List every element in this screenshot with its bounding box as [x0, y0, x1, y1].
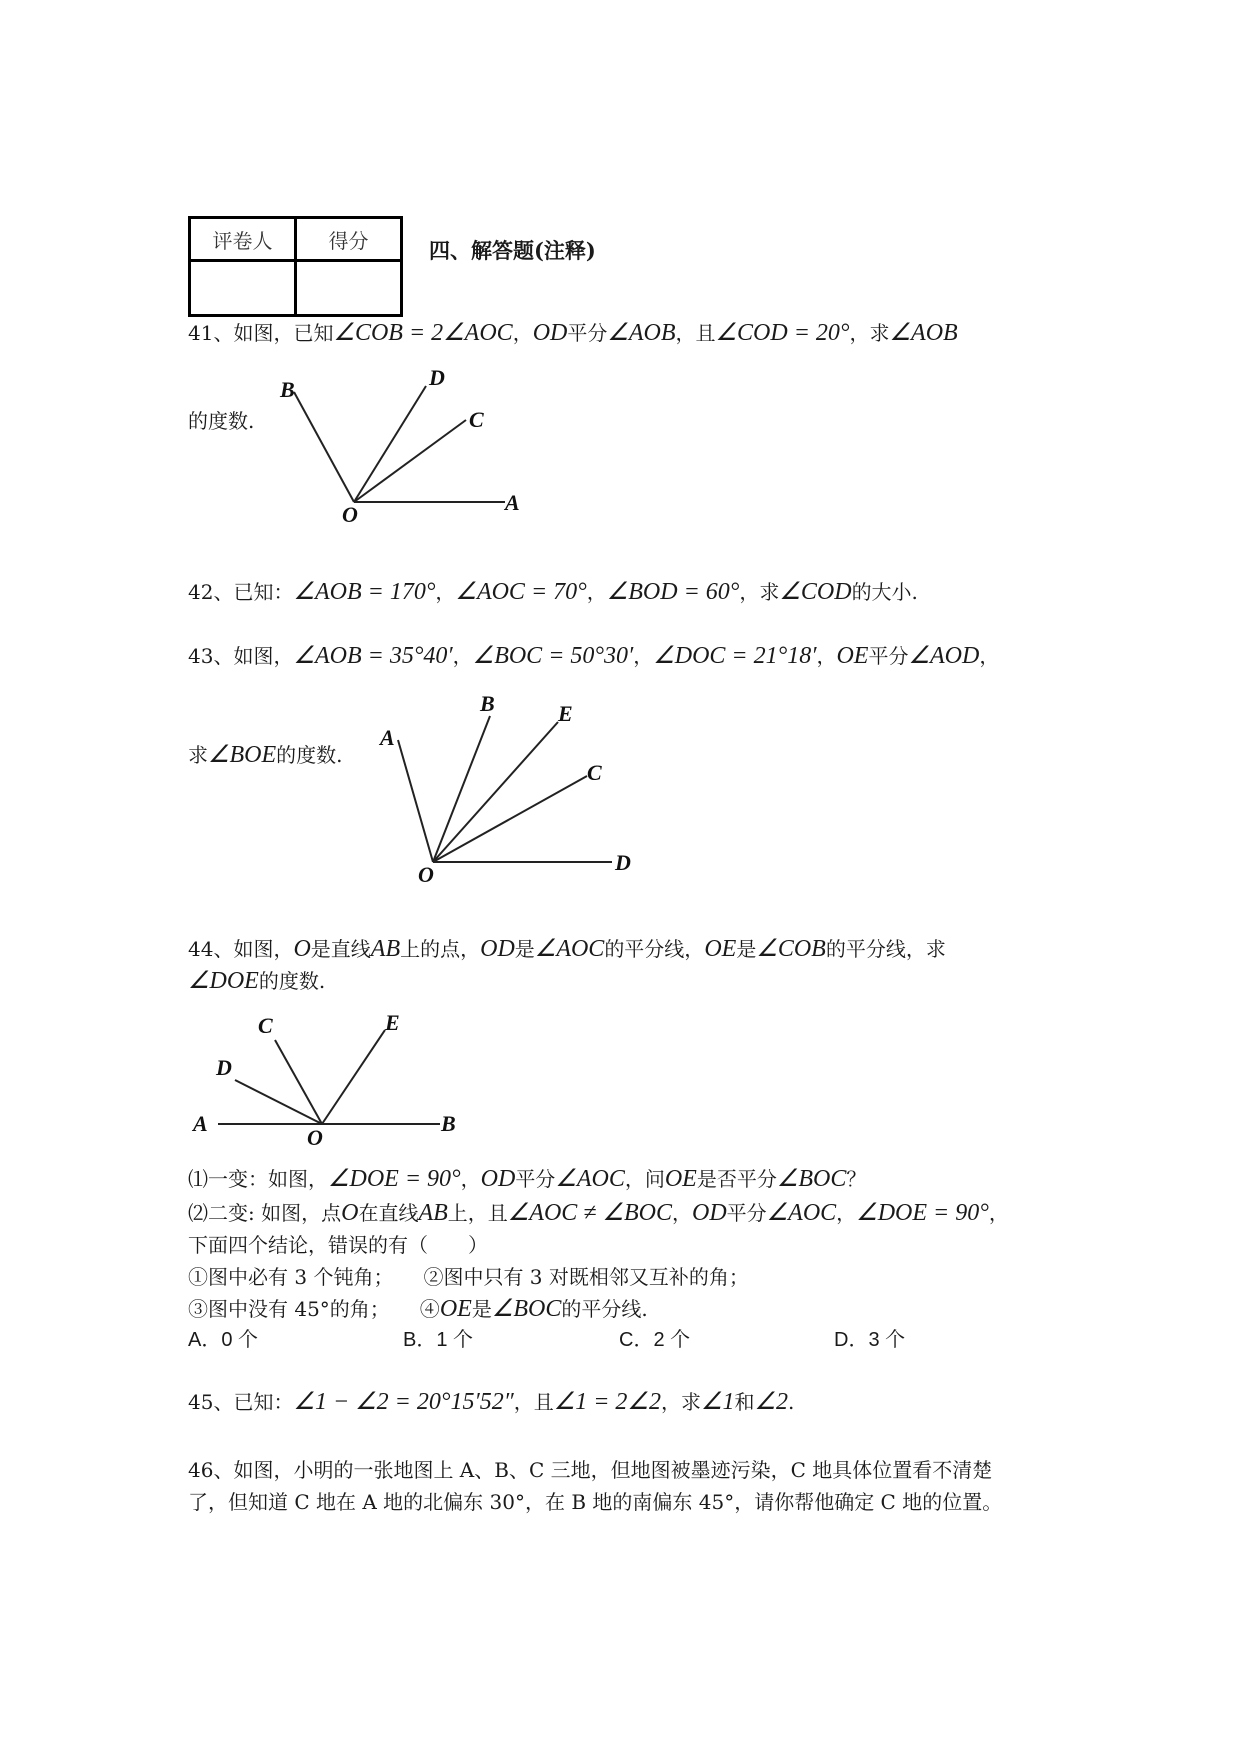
q45-text: ，且	[513, 1390, 554, 1414]
q42-text: 42、已知：	[188, 580, 294, 604]
math: OE	[836, 643, 869, 669]
math: ∠BOC	[491, 1296, 562, 1322]
math: ∠AOC ≠ ∠BOC	[507, 1200, 672, 1226]
q43-text: 的度数.	[276, 743, 343, 767]
grader-cell[interactable]	[190, 261, 296, 316]
q43-text: ，	[979, 644, 1000, 668]
math: ∠1	[700, 1389, 735, 1415]
math: ∠AOB	[889, 320, 958, 346]
q41-text: ，	[512, 321, 533, 345]
q41-figure	[270, 360, 530, 530]
choice-b[interactable]: B．1 个	[403, 1329, 474, 1351]
q41-text: ，且	[675, 321, 716, 345]
q44-text: ，	[671, 1201, 692, 1225]
math: OD	[532, 320, 568, 346]
q42-text: ，	[586, 580, 607, 604]
q43-text: ，	[816, 644, 837, 668]
ray-OC	[433, 776, 587, 862]
q41-text: 41、如图，已知	[188, 321, 334, 345]
ray-OE	[322, 1030, 385, 1124]
label-C: C	[258, 1013, 273, 1038]
q44-text: ，问	[624, 1167, 665, 1191]
q44-variant1	[188, 1164, 866, 1194]
q43-text: 求	[188, 743, 208, 767]
q44-statement1: ①图中必有 3 个钝角； ②图中只有 3 对既相邻又互补的角；	[188, 1265, 749, 1289]
label-B: B	[280, 377, 295, 402]
math: ∠1 − ∠2 = 20°15′52″	[293, 1389, 514, 1415]
math: O	[293, 936, 311, 962]
q44-text: 44、如图，	[188, 937, 294, 961]
q44-text: 是直线	[310, 937, 371, 961]
score-label: 得分	[296, 218, 402, 261]
label-D: D	[429, 365, 445, 390]
q44-text: ，	[460, 1167, 481, 1191]
ray-OB	[294, 392, 354, 502]
math: ∠AOB = 170°	[293, 579, 436, 605]
math: ∠AOB = 35°40′	[293, 643, 453, 669]
math: OD	[480, 936, 515, 962]
q43-line2	[188, 740, 343, 770]
q41-line1	[188, 318, 958, 348]
q43-text: 43、如图，	[188, 644, 294, 668]
q44-text: ？	[846, 1167, 867, 1191]
math: ∠BOC = 50°30′	[472, 643, 634, 669]
ray-OD	[354, 386, 426, 502]
math: ∠AOC = 70°	[455, 579, 587, 605]
choice-c[interactable]: C．2 个	[619, 1329, 691, 1351]
label-C: C	[587, 760, 602, 785]
q44-text: 平分	[726, 1201, 767, 1225]
q46-line1: 46、如图，小明的一张地图上 A、B、C 三地，但地图被墨迹污染，C 地具体位置看不清楚	[188, 1458, 993, 1482]
math: ∠BOD = 60°	[606, 579, 740, 605]
math: ∠COB	[756, 936, 826, 962]
q42-text: ，求	[739, 580, 780, 604]
math: ∠COD	[779, 579, 852, 605]
q43-text: ，	[452, 644, 473, 668]
math: ∠AOB	[607, 320, 676, 346]
q42-text: ，	[435, 580, 456, 604]
label-E: E	[385, 1010, 400, 1035]
label-C: C	[469, 407, 484, 432]
ray-OA	[398, 740, 433, 862]
label-D: D	[216, 1055, 232, 1080]
q44-variant3: 下面四个结论，错误的有（ ）	[188, 1233, 488, 1257]
math: O	[341, 1200, 359, 1226]
q44-text: 的平分线，	[604, 937, 705, 961]
q45-text: ，求	[660, 1390, 701, 1414]
math: ∠COD = 20°	[715, 320, 850, 346]
math: ∠BOC	[776, 1166, 847, 1192]
choice-a[interactable]: A．0 个	[188, 1329, 259, 1351]
ray-OB	[433, 716, 490, 862]
score-cell[interactable]	[296, 261, 402, 316]
q43-text: 平分	[868, 644, 909, 668]
label-B: B	[480, 691, 495, 716]
q44-statement2	[188, 1294, 648, 1324]
ray-OE	[433, 722, 558, 862]
math: ∠COB = 2∠AOC	[333, 320, 513, 346]
q46-line2: 了，但知道 C 地在 A 地的北偏东 30°，在 B 地的南偏东 45°，请你帮他确定 C 地的位置。	[188, 1490, 1003, 1514]
math: ∠DOE = 90°	[328, 1166, 461, 1192]
q44-figure	[185, 1005, 475, 1165]
q42-text: 的大小.	[851, 580, 918, 604]
label-E: E	[558, 701, 573, 726]
q44-text: ⑴一变：如图，	[188, 1167, 328, 1191]
q41-text: ，求	[849, 321, 890, 345]
label-B: B	[441, 1111, 456, 1136]
ray-OC	[354, 420, 466, 502]
math: ∠AOD	[908, 643, 980, 669]
q45-text: 和	[734, 1390, 755, 1414]
math: OE	[439, 1296, 472, 1322]
math: ∠2	[754, 1389, 788, 1415]
math: ∠1 = 2∠2	[553, 1389, 661, 1415]
math: ∠DOE	[188, 968, 259, 994]
math: AB	[370, 936, 401, 962]
math: ∠BOE	[208, 742, 277, 768]
label-O: O	[307, 1125, 323, 1150]
math: OE	[664, 1166, 697, 1192]
q45-text: 45、已知：	[188, 1390, 294, 1414]
q44-text: 是	[514, 937, 535, 961]
q44-line2	[188, 966, 325, 996]
q44-text: 在直线	[358, 1201, 419, 1225]
label-O: O	[418, 862, 434, 887]
q43-text: ，	[633, 644, 654, 668]
math: ∠AOC	[555, 1166, 625, 1192]
q42-line	[188, 577, 918, 607]
q44-text: 是否平分	[696, 1167, 777, 1191]
math: OE	[704, 936, 737, 962]
label-O: O	[342, 502, 358, 527]
choice-d[interactable]: D．3 个	[834, 1329, 906, 1351]
math: ∠AOC	[766, 1200, 837, 1226]
q44-text: 的度数.	[258, 969, 326, 993]
math: ∠DOC = 21°18′	[653, 643, 817, 669]
q44-text: 是	[471, 1297, 492, 1321]
math: AB	[418, 1200, 448, 1226]
q44-variant2	[188, 1198, 1009, 1228]
grader-label: 评卷人	[190, 218, 296, 261]
label-A: A	[505, 490, 520, 515]
math: OD	[480, 1166, 516, 1192]
q44-text: 平分	[515, 1167, 556, 1191]
q45-line	[188, 1387, 794, 1417]
q44-text: 是	[736, 937, 757, 961]
q44-text: ，	[988, 1201, 1009, 1225]
label-A: A	[193, 1111, 208, 1136]
q45-text: .	[787, 1390, 795, 1414]
label-A: A	[380, 725, 395, 750]
q41-line2: 的度数.	[188, 409, 255, 433]
q43-figure	[370, 685, 650, 885]
math: ∠AOC	[534, 936, 605, 962]
math: OD	[691, 1200, 727, 1226]
q44-text: ，	[836, 1201, 857, 1225]
section-title: 四、解答题(注释)	[429, 238, 596, 263]
q44-text: 的平分线.	[561, 1297, 648, 1321]
q44-text: 上，且	[447, 1201, 508, 1225]
q44-text: 的平分线，求	[825, 937, 946, 961]
score-table	[188, 216, 403, 317]
label-D: D	[615, 850, 631, 875]
q43-line1	[188, 641, 999, 671]
q41-text: 平分	[567, 321, 608, 345]
q44-line1	[188, 934, 946, 964]
q44-text: ③图中没有 45°的角； ④	[188, 1297, 440, 1321]
q44-text: 上的点，	[400, 937, 481, 961]
q44-text: ⑵二变: 如图，点	[188, 1201, 342, 1225]
math: ∠DOE = 90°	[856, 1200, 989, 1226]
